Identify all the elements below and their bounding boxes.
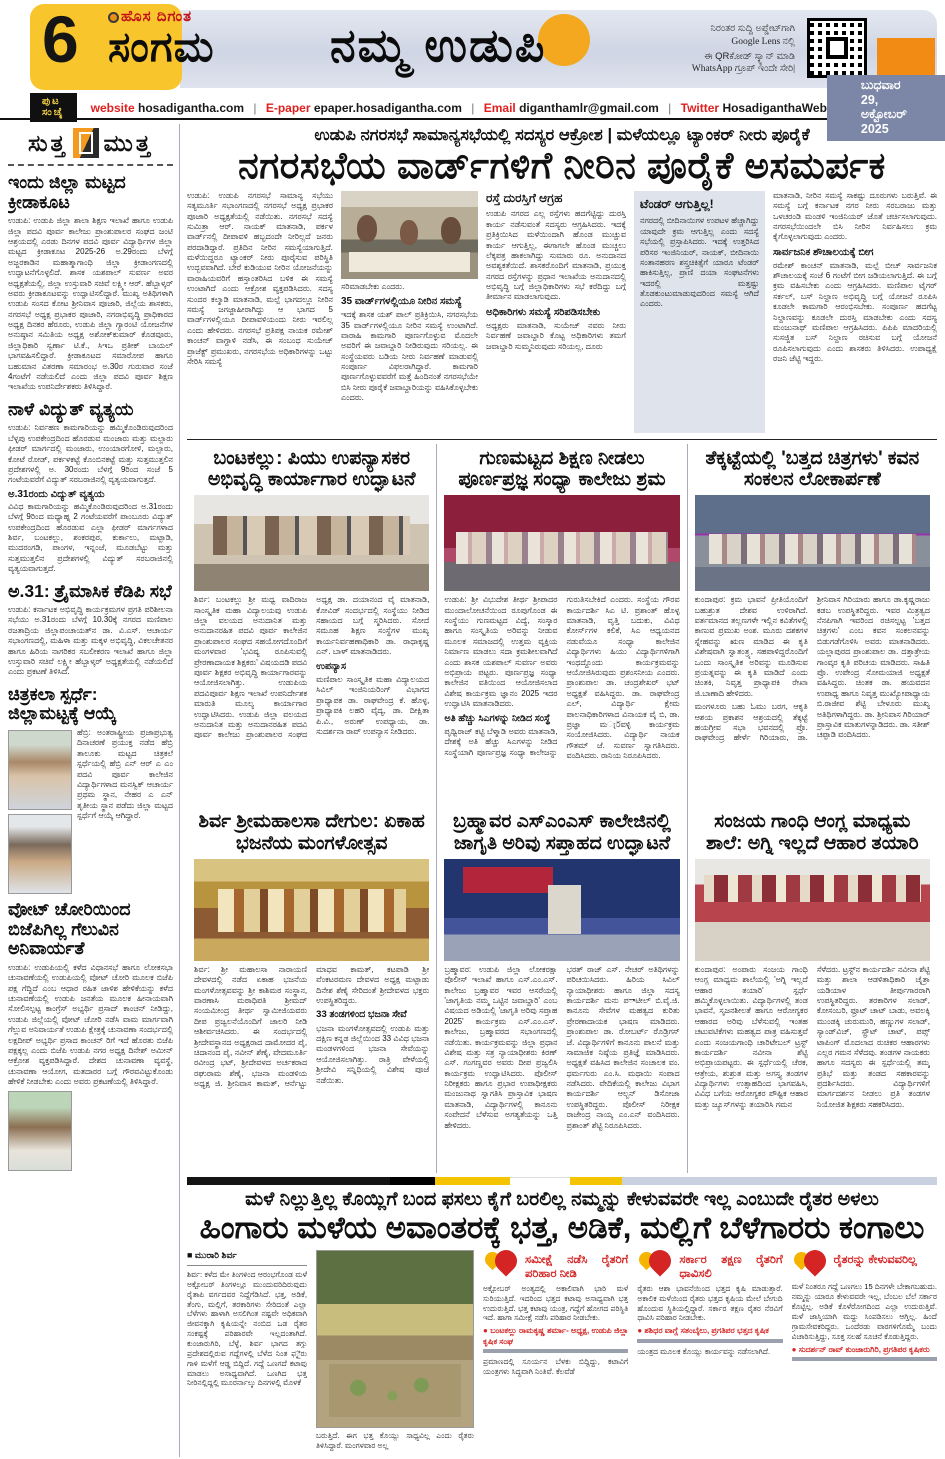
article-body: ಅಧ್ಯಕ್ಷರು ಮಾತನಾಡಿ, ಸುಯೇಜ್ ನವರು ನೀರು ನಿರ್ವಹಣೆ ಜವಾಬ್ದಾರಿ ಕೊಟ್ಟ ಅಧಿಕಾರಿಗಳು ತಮಗೆ ಜವಾಬ್ದಾರಿ ಸುಮ್ಮನಿರುವುದು ಸರಿಯಲ್ಲ, ದೂರು [486,320,626,351]
quote-icon [792,1250,937,1276]
quote-header [637,1250,782,1280]
lead-kicker: ಉಡುಪಿ ನಗರಸಭೆ ಸಾಮಾನ್ಯಸಭೆಯಲ್ಲಿ ಸದಸ್ಯರ ಆಕ್ರೋಶ | ಮಳೆಯಲ್ಲೂ ಟ್ಯಾಂಕರ್ ನೀರು ಪೂರೈಕೆ [314,126,810,144]
portrait-photos [8,730,72,898]
lead-col-4 [773,191,937,433]
epaper-label: E-paper [265,100,311,115]
article-body-columns [194,965,429,1173]
article-body: ಶಿರ್ವ: ಶ್ರೀ ಮಹಾಲಸಾ ನಾರಾಯಣಿ ದೇವಳದಲ್ಲಿ ನಡೆದ ಏಕಾಹ ಭಜನೆಯ ಮಂಗಳೋತ್ಸವವನ್ನು ಶ್ರೀ ಕಾಶಿಮಠ ಸಂಸ್ಥಾನ, ವಾರಣಾಸಿ ಮಠಾಧಿಪತಿ ಶ್ರೀಮದ್ ಸಂಯಮೀಂದ್ರ ತೀರ್ಥ ಸ್ವಾಮೀಜಿಯವರು ದೀಪ ಪ್ರಜ್ವಲನೆಯೊಂದಿಗೆ ಜಾಲರಿ ನೀಡಿ ಆಶೀರ್ವಚಿಸಿದರು. ಈ ಸಂದರ್ಭದಲ್ಲಿ ಶ್ರೀದೇವಸ್ಥಾನದ ಅಧ್ಯಕ್ಷರಾದ ದಾಮೋದರ ಪೈ, ಚಿದಾನಂದ ಪೈ, ನವೀನ್ ಶೆಣೈ, ವೇದಮೂರ್ತಿ ರವೀಂದ್ರ ಭಟ್, ಶ್ರೀದೇವಳದ ಅರ್ಚಕರಾದ ರಘುರಾಮ ಶೆಣೈ, ಭಜನಾ ಮಂಡಳಿಯ ಅಧ್ಯಕ್ಷ ಜಿ. ಶ್ರೀನಿವಾಸ ಕಾಮತ್, ಆರ್ನೆಟ್ಟು ಮಾಧವ ಕಾಮತ್, ಕಟಪಾಡಿ ಶ್ರೀ ವೆಂಕಟರಮಣ ದೇವಳದ ಅಧ್ಯಕ್ಷ ಮಟ್ಪಾಡು ದಿನೇಶ ಶೆಣೈ ಸೇರಿದಂತೆ ಶ್ರೀದೇವಳದ ಭಕ್ತರು ಉಪಸ್ಥಿತರಿದ್ದರು. [194,964,430,1089]
lead-columns [187,191,937,433]
article-sandhya-college [436,444,686,808]
section-name: ಸಂಗಮ [108,23,215,70]
article-headline: ಶಿರ್ವ ಶ್ರೀಮಹಾಲಸಾ ದೇಗುಲ: ಏಕಾಹ ಭಜನೆಯ ಮಂಗಳೋತ್ಸವ [198,811,425,854]
edition-title: ನಮ್ಮ ಉಡುಪಿ [330,19,547,71]
article-body: ವಿವಿಧ ಕಾಮಗಾರಿಯನ್ನು ಹಮ್ಮಿಕೊಂಡಿರುವುದರಿಂದ ಅ.31ರಂದು ಬೆಳಗ್ಗೆ 9ರಿಂದ ಮಧ್ಯಾಹ್ನ 2 ಗಂಟೆಯವರೆಗೆ ಪಾಂಬೂರು ವಿದ್ಯುತ್ ಉಪಕೇಂದ್ರದಿಂದ ಹೊರಡುವ ಎಲ್ಲಾ ಫೀಡರ್ ಮಾರ್ಗಗಳಾದ ಶಿರ್ವ, ಬಂಟಕಲ್ಲು, ಶಂಕರಪುರ, ಕುರ್ಕಾಲು, ಮಟ್ಪಾಡಿ, ಮುದರಂಗಡಿ, ಪಾಂಗಳ, ಇನ್ನಂಜೆ, ಮೂಡಬೆಟ್ಟು ಮತ್ತು ಸುತ್ತಮುತ್ತಲಿನ ಪ್ರದೇಶಗಳಲ್ಲಿ ವಿದ್ಯುತ್ ಸರಬರಾಜಿನಲ್ಲಿ ವ್ಯತ್ಯಯವಾಗುತ್ತದೆ. [8,501,173,574]
box-title: ಟೆಂಡರ್ ಆಗುತ್ತಿಲ್ಲ! [640,196,714,211]
article-headline: ಇಂದು ಜಿಲ್ಲಾ ಮಟ್ಟದ ಕ್ರೀಡಾಕೂಟ [8,172,126,212]
quote-attribution: ● ಶಶಿಧರ ವಾಗ್ಲೆ ಸತಂಬೈಲು, ಪ್ರಗತಿಪರ ಭತ್ತದ ಕೃಷಿಕ [637,1326,769,1336]
article-headline: ಅ.31: ತ್ರೈಮಾಸಿಕ ಕೆಡಿಪಿ ಸಭೆ [8,580,172,601]
article-subhead: ಉಪನ್ಯಾಸ [316,660,347,672]
sidebar-section-header [8,124,173,166]
article-body: ಉಡುಪಿ: ನಿರ್ವಹಣ ಕಾಮಗಾರಿಯನ್ನು ಹಮ್ಮಿಕೊಂಡಿರುವುದರಿಂದ ಬೆಳ್ಳಪು ಉಪಕೇಂದ್ರದಿಂದ ಹೊರಡುವ ಮಂಜಾರು ಮತ್ತು ಮಲ್ಪಾರು ಫೀಡರ್ ಮಾರ್ಗದಲ್ಲಿ ಮಂಜಾರು, ಉಂಯಾರಗೋಳಿ, ಮಲ್ಪಾರು, ಕೋಟೆ ರೋಡ್, ಪರ್ಕಳಕಟ್ಟೆ ಕೊಂಬಿನಕಟ್ಟೆ ಮತ್ತು ಸುತ್ತಮುತ್ತಲಿನ ಪ್ರದೇಶಗಳಲ್ಲಿ ಅ. 30ರಂದು ಬೆಳಗ್ಗೆ 9ರಿಂದ ಸಂಜೆ 5 ಗಂಟೆಯವರೆಗೆ ವಿದ್ಯುತ್ ಸರಬರಾಜಿನಲ್ಲಿ ವ್ಯತ್ಯಯವಾಗುತ್ತದೆ. [8,423,173,485]
deco-segment [622,1177,937,1185]
quote-body: ಅಕ್ಟೋಬರ್ ಅಂತ್ಯದಲ್ಲಿ ಅಕಾಲಿವಾಗಿ ಭಾರಿ ಮಳೆ ಸುರಿಯುತ್ತಿದೆ. ಇದರಿಂದ ಭತ್ತದ ಕಟಾವು ಅಸಾಧ್ಯವಾಗಿ ಭತ್ತ ಉದುರುತ್ತಿದೆ. ಭತ್ತ ಕಟಾವು ಯಂತ್ರ, ಗದ್ದೆಗೆ ಹೋಗದ ಪರಿಸ್ಥಿತಿ ಇದೆ. ಹಾಗಾ ಸಮೀಕ್ಷೆ ನಡೆಸಿ ಪರಿಹಾರ ನೀಡಬೇಕು. [483,1283,629,1323]
page-content [0,120,945,1457]
article-book-release [687,444,937,808]
article-body: ಉಡುಪಿ: ಉಡುಪಿಯಲ್ಲಿ ಕಳೆದ ವಿಧಾನಸಭೆ ಹಾಗೂ ಲೋಕಸಭಾ ಚುನಾವಣೆಯಲ್ಲಿ ಉಡುಪಿಯಲ್ಲಿ ವೋಟ್ ಚೋರಿ ಮೂಲಕ ಬಿಜೆಪಿ ಪಕ್ಷ ಗೆದ್ದಿದೆ ಎಂಬ ಆಧಾರ ರಹಿತ ಜಾಳಿಶ ಹೇಳಿಕೆಯನ್ನು ಕಳೆದ ಚುನಾವಣೆಯಲ್ಲಿ ಉಡುಪಿ ಜನತೆಯ ಮೂಲಕ ಹೀನಾಯವಾಗಿ ಸೋಲಿಸಲ್ಪಟ್ಟ ಕಾಂಗ್ರೆಸ್ ಅಭ್ಯರ್ಥಿ ಪ್ರಸಾದ್ ಕಾಂಚನ್ ನೀಡಿದ್ದು, ಉಡುಪಿ ಜಿಲ್ಲೆಯಲ್ಲಿ ವೋಟ್ ಚೋರಿ ನಡೆಸಿ ವಾಮ ಮಾರ್ಗವಾಗಿ ಗೆಲ್ಲುವ ಅನಿವಾರ್ಯತೆ ಉಡುಪಿ ಕ್ಷೇತ್ರಕ್ಕೆ ಚುನಾವಣಾ ಸಂದರ್ಭದಲ್ಲಿ ಲಕ್ಷದೀಪ್ ಅಭ್ಯರ್ಥಿ ಪ್ರಸಾದ ಕಾಂಚನ್ ರಿಗೆ ಇದೆ ಹೊರತು ಬಿಜೆಪಿ ಪಕ್ಷಕ್ಕಲ್ಲ ಎಂದು ಬಿಜೆಪಿ ಉಡುಪಿ ನಗರ ಅಧ್ಯಕ್ಷ ದಿನೇಶ್ ಅಮೀನ್ ಆಕ್ರೋಶ ವ್ಯಕ್ತಪಡಿಸಿದ್ದಾರೆ. ದೇಶದ ಚುನಾವಣಾ ವ್ಯವಸ್ಥೆ, ಚುನಾವಣಾ ಆಯೋಗ, ಮತದಾರರ ಬಗ್ಗೆ ಗೌರವವಿಟ್ಟುಕೊಂಡು ಹೇಳಿಕೆ ನೀಡಬೇಕು ಎಂದು ಅವರು ಪ್ರಕಟಣೆಯಲ್ಲಿ ತಿಳಿಸಿದ್ದಾರೆ. [8,962,173,1087]
deco-segment [187,1177,390,1185]
photo-school-food [695,859,930,961]
deco-segment [510,1177,570,1185]
article-school-food [687,807,937,1173]
lead-headline: ನಗರಸಭೆಯ ವಾರ್ಡ್‌ಗಳಿಗೆ ನೀರಿನ ಪೂರೈಕೆ ಅಸಮರ್ಪಕ [238,145,886,186]
article-subhead: ರಸ್ತೆ ದುರಸ್ತಿಗೆ ಆಗ್ರಹ [486,190,563,205]
photo-caption: ಬರುತ್ತಿದೆ. ಈಗ ಭತ್ತ ಕೊಯ್ಲು ಸಾಧ್ಯವಿಲ್ಲ ಎಂದು ರೈತರು ತಿಳಿಸಿದ್ದಾರೆ. ಮಂಗಳವಾರ ಅಲ್ಲ [316,1431,474,1451]
twitter-label: Twitter [680,100,720,115]
article-body: ಮಣಿಪಾಲ ಸಾಂಸ್ಕೃತಿಕ ಮಹಾ ವಿದ್ಯಾಲಯದ ಸಿವಿಲ್ ಇಂಜಿನಿಯರಿಂಗ್ ವಿಭಾಗದ ಪ್ರಾಧ್ಯಾಪಕ ಡಾ. ರಾಘವೇಂದ್ರ ಕೆ. ಹೊಳ್ಳ, ಪ್ರಾಧ್ಯಾಪಕಿ ಲಹರಿ ವೈದ್ಯ, ಡಾ. ದೀಕ್ಷಿತಾ ಪಿ.ವಿ., ಅರುಣ್ ಉಪಧ್ಯಾಯ, ಡಾ. ಸುದರ್ಶನಾ ರಾವ್ ಉಪನ್ಯಾಸ ನೀಡಿದರು. [316,674,430,736]
article-body-columns [695,965,930,1173]
farmer-quote-3 [792,1250,937,1457]
article-body: ರಮೇಶ್ ಕಾಂಚನ್ ಮಾತನಾಡಿ, ಮಲ್ಪೆ ಬೀಚ್ ಸಾರ್ವಜನಿಕ ಶೌಚಾಲಯಕ್ಕೆ ಸಂಜೆ 6 ಗಂಟೆಗೆ ಬೀಗ ಜಡಿಯಲಾಗುತ್ತಿದೆ. ಈ ಬಗ್ಗೆ ಕ್ರಮ ವಹಿಸಬೇಕು ಎಂದು ಆಗ್ರಹಿಸಿದರು. ಮಣಿಪಾಲ ಟೈಗರ್ ಸರ್ಕಲ್, ಬಸ್ ನಿಲ್ದಾಣ ಅಭಿವೃದ್ಧಿ ಬಗ್ಗೆ ಯೋಜನೆ ರೂಪಿಸಿ ಕೂಡಲೇ ಕಾಮಗಾರಿ ಆರಂಭಿಸಬೇಕು. ಸಂಪೂರ್ಣ ಹದಗೆಟ್ಟ ನಿಲ್ದಾಣವನ್ನು ಕೂಡಲೇ ದುರಸ್ತಿ ಮಾಡಬೇಕು ಎಂದು ಸದಸ್ಯ ಮಂಜುನಾಥ್ ಮಣಿಪಾಲ ಆಗ್ರಹಿಸಿದರು. ಪಿಪಿಪಿ ಮಾದರಿಯಲ್ಲಿ ಸುಸಜ್ಜಿತ ಬಸ್ ನಿಲ್ದಾಣ ರಚಿಸುವ ಬಗ್ಗೆ ಯೋಜನೆ ರೂಪಿಸಲಾಗುವುದು ಎಂದು ಶಾಸಕರು ತಿಳಿಸಿದರು. ಉಪಾಧ್ಯಕ್ಷೆ ರಜನಿ ಜೆಟ್ಟಿ ಇದ್ದರು. [773,260,937,364]
article-subhead: 33 ತಂಡಗಳಿಂದ ಭಜನಾ ಸೇವೆ [316,1009,407,1021]
contact-links [91,101,827,115]
lead-article [187,126,937,433]
quote-attribution: ● ಸುದರ್ಶನ್ ರಾವ್ ಕುಂಜಾರುಗಿರಿ, ಪ್ರಗತಿಪರ ಕೃಷಿಕರು [791,1344,930,1354]
quote-title: ಸರ್ಕಾರ ತಕ್ಷಣ ರೈತರಿಗೆ ಧಾವಿಸಲಿ [679,1254,783,1280]
quote-header [792,1250,937,1280]
article-temple-bhajan [187,807,436,1173]
qr-line: ಈ QRಕೋಡ್ ಸ್ಕ್ಯಾನ್ ಮಾಡಿ [704,50,795,62]
photo-temple-bhajan [194,859,429,961]
separator: | [471,100,475,115]
lead-col-3 [486,191,626,433]
farmer-quote-2 [637,1250,782,1457]
deco-segment [570,1177,623,1185]
article-headline: ನಾಳೆ ವಿದ್ಯುತ್ ವ್ಯತ್ಯಯ [8,398,134,419]
page-label: ಪುಟ ಸಂಚೈ [30,93,77,122]
article-awareness-week [436,807,686,1173]
farmer-quote-1 [483,1250,628,1457]
page-number: 6 [42,2,79,76]
box-body: ನಗರದಲ್ಲಿ ಬೀದಿನಾಯಿಗಳ ಉಪಟಳ ಹೆಚ್ಚಾಗಿದ್ದು ಯಾವುದೇ ಕ್ರಮ ಆಗುತ್ತಿಲ್ಲ ಎಂದು ಸದಸ್ಯೆ ಸಭೆಯಲ್ಲಿ ಪ್ರಸ್ತಾಪಿಸಿದರು. ಇದಕ್ಕೆ ಉತ್ತರಿಸಿದ ಪರಿಸರ ಇಂಜಿನಿಯರ್, ನಾಯಕ್, ಬೀದಿನಾಯಿ ಸಂತಾನಹರಣ ಶಸ್ತ್ರಚಿಕಿತ್ಸೆಗೆ ಯಾರೂ ಟೆಂಡರ್ ಹಾಕಿಸುತ್ತಿಲ್ಲ, ಪ್ರಾಣಿ ದಯಾ ಸಂಘಟನೆಗಳು ಇದರಲ್ಲಿ ಮತ್ತಷ್ಟು ತೊಡಕುಂಟುಮಾಡುವುದರಿಂದ ಸಮಸ್ಯೆ ಆಗಿದೆ ಎಂದರು. [640,216,759,309]
article-body: ಪ್ರಮಾಣದಲ್ಲಿ ಸೂರ್ಯನ ಬೆಳಕು ಬಿದ್ದಿದ್ದು, ಕಟಾವಿಗೆ ಯಂತ್ರಗಳು ಸಿದ್ಧವಾಗಿ ನಿಂತಿವೆ. ಕೆಲವೆಡೆ [483,1357,629,1376]
article-body: ಶಿರ್ವ: ಕಳೆದ ಮೇ ತಿಂಗಳಿಂದ ಆರಂಭಗೊಂಡ ಮಳೆ ಅಕ್ಟೋಬರ್ ತಿಂಗಳಲ್ಲೂ ಮುಂದುವರಿದಿರುವುದು ರೈತಾಪಿ ವರ್ಗದವರ ನಿದ್ದೆಗೆಡಿಸಿದೆ. ಭತ್ತ, ಅಡಿಕೆ, ತೆಂಗು, ಮಲ್ಲಿಗೆ, ತರಕಾರಿಗಳು ಸೇರಿದಂತೆ ಎಲ್ಲಾ ಬೆಳೆಗಳು ಹಾಳಾಗಿ ಅಸಲಿಗಿಂತ ನಷ್ಟವೇ ಅಧಿಕವಾಗಿ ಜೀವನಕ್ಕಾಗಿ ಕೃಷಿಯನ್ನೇ ನಂಬಿದ ಒಡ ರೈತರ ಸಂಕಷ್ಟಕ್ಕೆ ಪರಿಹಾರವೇ ಇಲ್ಲದಂತಾಗಿದೆ. ಕುಂಜಾರುಗಿರಿ, ಬೆಳ್ಳೆ, ಶಿರ್ವ ಭಾಗದ ತಗ್ಗು ಪ್ರದೇಶದಲ್ಲಿರುವ ಗದ್ದೆಗಳಲ್ಲಿ ಬೆಳೆದ ನಿಂತ ಫైರು ಗಾಳಿ ಮಳೆಗೆ ಆಡ್ಡ ಬಿದ್ದಿದೆ. ಗದ್ದೆ ಒಣಗದೆ ಕಟಾವು ಮಾಡಲು ಅಸಾಧ್ಯವಾಗಿದೆ. ಒಣಗಿದ ಭತ್ತ ನೀರಿನಲ್ಲಿದ್ದಲ್ಲಿ ಮೂರರ್ನಾಲ್ಕು ದಿನಗಳಲ್ಲಿ ಮೊಳಕೆ [187,1270,307,1388]
article-body: ಉಡುಪಿ ನಗರದ ಎಲ್ಲ ರಸ್ತೆಗಳು ಹದಗೆಟ್ಟಿದ್ದು ದುರಸ್ತಿ ಕಾರ್ಯ ನಡೆಸುವಂತೆ ಸದಸ್ಯರು ಆಗ್ರಹಿಸಿದರು. ಇದಕ್ಕೆ ಪ್ರತಿಕ್ರಿಯಿಸಿದ ಮಳೆಯಿಂದಾಗಿ ಹೊಂಡ ಮುಚ್ಚುವ ಕಾರ್ಯ ಆಗುತ್ತಿಲ್ಲ, ಈಗಾಗಲೇ ಹೊಂಡ ಮುಚ್ಚಲು ಲೆಕ್ಕಪತ್ರ ಹಾಕಲಾಗಿದ್ದು ಸುಮಾರು ರೂ. ಅನುದಾನದ ಅವಶ್ಯಕತೆಯಿದೆ. ಶಾಸಕರೊಂದಿಗೆ ಮಾತನಾಡಿ, ಪ್ರಯುಕ್ತ ನಗರದ ರಸ್ತೆಗಳನ್ನು ಪ್ರಧಾನ ಇಲಾಖೆಯ ಅನುದಾನದಲ್ಲಿ ಅಭಿವೃದ್ಧಿ ಬಗ್ಗೆ ಜಿಲ್ಲಾಧಿಕಾರಿಗಳು ಸಭೆ ಕರೆದಿದ್ದು ಬಗ್ಗೆ ತೀರ್ಮಾನ ಮಾಡಲಾಗುವುದು. [486,209,626,302]
decorative-bar [187,1177,937,1185]
bottom-headline: ಹಿಂಗಾರು ಮಳೆಯ ಅವಾಂತರಕ್ಕೆ ಭತ್ತ, ಅಡಿಕೆ, ಮಲ್ಲಿಗೆ ಬೆಳೆಗಾರರು ಕಂಗಾಲು [199,1209,925,1245]
website-link[interactable]: hosadigantha.com [138,100,245,115]
section-header-word: ಮುತ್ತ [103,129,154,156]
section-divider [187,439,937,440]
article-body: ಮಾತನಾಡಿ, ನೀರಿನ ಸಮಸ್ಯೆ ಸಾಕಷ್ಟು ದೂರುಗಳು ಬರುತ್ತಿವೆ. ಈ ಸಮಸ್ಯೆ ಬಗ್ಗೆ ಕರ್ನಾಟಕ ನಗರ ನೀರು ಸರಬರಾಜು ಮತ್ತು ಒಳಚರಂಡಿ ಮಂಡಳಿ ಇಂಜಿನಿಯರ್ ಜೊತೆ ಚರ್ಚಿಸಲಾಗುವುದು. ನಗರಸಭೆಯಿಂದಲೇ ಬಿಸಿ ನೀರಿನ ನಿರ್ವಹಿಸಲು ಕ್ರಮ ಕೈಗೊಳ್ಳಲಾಗುವುದು ಎಂದರು. [773,190,937,242]
photo-council-meeting [341,191,478,279]
article-workshop [187,444,436,808]
door-icon [73,128,99,158]
article-body: ಪೃಥ್ವಿರಾಜ್ ಕಟ್ಟಿ ಬೆಳ್ಮಾಡಿ ಅವರು ಮಾತನಾಡಿ, ದೇಶಕ್ಕೆ ಅತಿ ಹೆಚ್ಚು ಸಿಎಗಳನ್ನು ನೀಡಿದ ಸಂಸ್ಥೆಯಾಗಿ ಪೂರ್ಣಪ್ರಜ್ಞ ಸಂಧ್ಯಾ ಕಾಲೇಜನ್ನು ಗುರುತಿಸಬೇಕಿದೆ ಎಂದರು. ಸಂಸ್ಥೆಯ ಗೌರವ ಕಾರ್ಯದರ್ಶಿ ಸಿಎ ಟಿ. ಪ್ರಶಾಂತ್ ಹೊಳ್ಳ ಮಾತನಾಡಿ, ವೃತ್ತಿ ಬದುಕು, ವಿವಿಧ ಕೋರ್ಸ್‌ಗಳ ಕಲಿಕೆ, ಸಿಎ ಆಧ್ಯಯನದ ನಡುವೆಯೂ ಸಂಧ್ಯಾ ಕಾಲೇಜಿನ ವಿದ್ಯಾರ್ಥಿಗಳು ಹಿಯು ವಿದ್ಯಾರ್ಥಿಗಳಿಗಾಗಿ ಇಂಥದ್ದೊಂದು ಕಾರ್ಯಕ್ರಮವನ್ನು ಆಯೋಜಿಸಿರುವುದು ಪ್ರಶಂಸನೀಯ ಎಂದರು. ಪ್ರಾಂಶುಪಾಲ ಡಾ. ಚಂದ್ರಶೇಖರ್ ಭಟ್ ಅಧ್ಯಕ್ಷತೆ ವಹಿಸಿದ್ದರು. ಡಾ. ರಾಘವೇಂದ್ರ ಎಲ್, ವಿದ್ಯಾರ್ಥಿ ಕ್ಷೇಮ ಪಾಲನಾಧಿಕಾರಿಗಳಾದ ವಿನಾಯಕ ವೈ ಬಿ, ಡಾ. ಪ್ರಜ್ಞಾ ಮැර්ವಳ್ಳಿ ಕಾರ್ಯಕ್ರಮ ಸಂಯೋಜಿಸಿದರು. ವಿದ್ಯಾರ್ಥಿ ನಾಯಕ ಗೌತಮ್ ಜೆ. ಸುವರ್ಣ ಸ್ವಾಗತಿಸಿದರು. ವಂದಿಸಿದರು. ರಾನಿಯ ನಿರೂಪಿಸಿದರು. [444,595,680,761]
article-row-3 [187,807,937,1173]
bottom-intro-column [187,1250,307,1457]
qr-line: WhatsApp ಗ್ರೂಪ್ ಇಂದೇ ಸೇರಿ| [691,64,795,75]
masthead [0,0,945,97]
deco-segment [435,1177,510,1185]
article-body: ಉಡುಪಿ: ಉಡುಪಿ ಜಿಲ್ಲಾ ಶಾಲಾ ಶಿಕ್ಷಣ ಇಲಾಖೆ ಹಾಗೂ ಉಡುಪಿ ಜಿಲ್ಲಾ ಪದವಿ ಪೂರ್ವ ಕಾಲೇಜು ಪ್ರಾಂಶುಪಾಲರ ಸಂಘದ ಜಂಟಿ ಆಶ್ರಯದಲ್ಲಿ ಎರಡು ದಿನಗಳ ಪದವಿ ಪೂರ್ವ ವಿದ್ಯಾರ್ಥಿಗಳ ಜಿಲ್ಲಾ ಮಟ್ಟದ ಕ್ರೀಡಾಕೂಟ 2025-26 ಅ.29ರಂದು ಬೆಳಗ್ಗೆ ಅಜ್ಜರಕಾಡಿನ ಮಹಾತ್ಮಾಗಾಂಧಿ ಜಿಲ್ಲಾ ಕ್ರೀಡಾಂಗಣದಲ್ಲಿ ಉದ್ಘಾಟನೆಗೊಳ್ಳಲಿದೆ. ಶಾಸಕ ಯಶಪಾಲ್ ಸುವರ್ಣ ಅವರ ಅಧ್ಯಕ್ಷತೆಯಲ್ಲಿ, ಜಿಲ್ಲಾ ಉಸ್ತುವಾರಿ ಸಚಿವೆ ಲಕ್ಷ್ಮೀ ಆರ್. ಹೆಬ್ಬಾಳ್ಕರ್ ಅವರು ಕ್ರೀಡಾಕೂಟವನ್ನು ಉದ್ಘಾಟಿಸಲಿದ್ದಾರೆ. ಮುಖ್ಯ ಅತಿಥಿಗಳಾಗಿ ಉಡುಪಿ ಸಂಸದ ಕೋಟ ಶ್ರೀನಿವಾಸ ಪೂಜಾರಿ, ಜಿಲ್ಲೆಯ ಶಾಸಕರು, ನಗರಸಭೆ ಅಧ್ಯಕ್ಷ ಪ್ರಭಾಕರ ಪೂಜಾರಿ, ನಗರಾಭಿವೃದ್ಧಿ ಪ್ರಾಧಿಕಾರದ ಅಧ್ಯಕ್ಷ ದಿನಕರ ಹೆರೂರು, ಉಡುಪಿ ಜಿಲ್ಲಾ ಗ್ಯಾರಂಟಿ ಯೋಜನೆಗಳ ಅನುಷ್ಠಾನ ಸಮಿತಿಯ ಅಧ್ಯಕ್ಷ ಅಶೋಕ್‌ಕುಮಾರ್ ಕೊಡವೂರು, ಜಿಲ್ಲಾಧಿಕಾರಿ ಸ್ವರ್ಣಾ ಟಿ.ಕೆ., ಸಿಇಒ ಪ್ರತೀಕ್ ಬಾಯಲ್ ಭಾಗವಹಿಸಲಿದ್ದಾರೆ. ಕ್ರೀಡಾಕೂಟದ ಸಮಾರೋಪ ಹಾಗೂ ಬಹುಮಾನ ವಿತರಣಾ ಸಮಾರಂಭ ಅ.30ರ ಗುರುವಾರ ಸಂಜೆ 4ಗಂಟೆಗೆ ನಡೆಯಲಿದೆ ಎಂದು ಜಿಲ್ಲಾ ಪದವಿ ಪೂರ್ವ ಶಿಕ್ಷಣ ಇಲಾಖೆಯ ಉಪನಿರ್ದೇಶಕರು ತಿಳಿಸಿದ್ದಾರೆ. [8,216,173,392]
separator: | [253,100,257,115]
article-body: ಮಂಗಳೂರು ಬಹು ಓಮು ಬರಗ, ಆಕೃತಿ ಆಶಯ ಪ್ರಕಾಶನ ಆಶ್ರಯದಲ್ಲಿ ತೆಕ್ಕಟ್ಟೆ ಹಯಗ್ರೀವ ಸಭಾ ಭವನದಲ್ಲಿ ಪ್ರೊ. ರಾಘವೇಂದ್ರ ಹೇರ್ಳೆ ಗಿರಿಯಾರು, ಡಾ. ಶ್ರೀನಿವಾಸ ಗಿರಿಯಾರು ಹಾಗೂ ಡಾ.ಕೃಷ್ಣರಾಜು ಕಡಬ ಉಪಸ್ಥಿತರಿದ್ದರು. ಇವರ ಮಿತ್ರತ್ವದ ನೆನಪಿಗಾಗಿ ಇವರಿಂದ ರಚಿಸಲ್ಪಟ್ಟ 'ಬತ್ತದ ಚಿತ್ರಗಳು' ಎಂಬ ಕವನ ಸಂಕಲನವನ್ನು ಬಿಡುಗಡೆಗೊಳಿಸಿ ಅವರು ಮಾತನಾಡಿದರು. ಯಲ್ಲಾಪುರದ ಪ್ರಾಂಶುಪಾಲ ಡಾ. ದತ್ತಾತ್ರೇಯ ಗಾಂವ್ಕರ ಕೃತಿ ಪರಿಚಯ ಮಾಡಿದರು. ಸಾಹಿತಿ ಪ್ರೊ. ಉಪೇಂದ್ರ ಸೋಮಯಾಜಿ ಅಧ್ಯಕ್ಷತೆ ವಹಿಸಿದ್ದರು. ಚಿಂತಕ ಡಾ. ಹಯವದನ ಉಪಾಧ್ಯ ಹಾಗೂ ನಿವೃತ್ತ ಮುಖ್ಯೋಪಾಧ್ಯಾಯ ಬಿ.ರಾಜೀವ ಶೆಟ್ಟಿ ಬೇಳೂರು ಮುಖ್ಯ ಅತಿಥಿಗಳಾಗಿದ್ದರು. ಡಾ. ಶ್ರೀನಿವಾಸ ಗಿರಿಯಾರ್ ಪ್ರಾಸ್ತಾವಿಕ ಮಾತುಗಳನ್ನಾಡಿದರು. ಡಾ. ಸತೀಶ್ ಚಪ್ಪಾಡಿ ವಂದಿಸಿದರು. [694,595,930,743]
photo-workshop-inauguration [194,495,429,591]
article-row-2 [187,444,937,808]
quote-divider [483,1349,628,1353]
article-body: ಹೆಬ್ರಿ: ಅಂತರಾಷ್ಟ್ರೀಯ ಪ್ರಜಾಪ್ರಭುತ್ವ ದಿನಾಚರಣೆ ಪ್ರಯುಕ್ತ ನಡೆದ ಹೆಬ್ರಿ ತಾಲೂಕು ಮಟ್ಟದ ಚಿತ್ರಕಲೆ ಸ್ಪರ್ಧೆಯಲ್ಲಿ ಹೆಬ್ರಿ ಎನ್ ಆರ್ ಎ ಎಂ ಪದವಿ ಪೂರ್ವ ಕಾಲೇಜಿನ ವಿದ್ಯಾರ್ಥಿಗಳಾದ ಮನಸ್ವಿಕ್ ಆಚಾರ್ಯ ಪ್ರಥಮ ಸ್ಥಾನ, ನೇಹರ ಎ ಎನ್ ತೃತೀಯ ಸ್ಥಾನ ಪಡೆದು ಜಿಲ್ಲಾ ಮಟ್ಟದ ಸ್ಪರ್ಧೆಗೆ ಆಯ್ಕೆ ಆಗಿದ್ದಾರೆ. [77,728,173,821]
article-subhead: ಸಾರ್ವಜನಿಕ ಶೌಚಾಲಯಕ್ಕೆ ಬೀಗ [773,246,874,258]
section-header-word: ಸುತ್ತ [27,129,68,156]
article-body: ಉಡುಪಿ: ಕರ್ನಾಟಕ ಅಭಿವೃದ್ಧಿ ಕಾರ್ಯಕ್ರಮಗಳ ಪ್ರಗತಿ ಪರಿಶೀಲನಾ ಸಭೆಯು ಅ.31ರಂದು ಬೆಳಗ್ಗೆ 10.30ಕ್ಕೆ ನಗರದ ಮಣಿಪಾಲ ರಜತಾದ್ರಿಯ ಜಿಲ್ಲಾಪಂಚಾಯತ್‌ನ ಡಾ. ವಿ.ಎಸ್. ಆಚಾರ್ಯ ಸಭಾಂಗಣದಲ್ಲಿ, ಮಹಿಳಾ ಮತ್ತು ಮಕ್ಕಳ ಅಭಿವೃದ್ಧಿ, ವಿಕಲಚೇತನರ ಹಾಗೂ ಹಿರಿಯ ನಾಗರಿಕರ ಸಬಲೀಕರಣ ಇಲಾಖೆ ಹಾಗೂ ಜಿಲ್ಲಾ ಉಸ್ತುವಾರಿ ಸಚಿವೆ ಲಕ್ಷ್ಮೀ ಹೆಬ್ಬಾಳ್ಕರ್ ಅಧ್ಯಕ್ಷತೆಯಲ್ಲಿ ನಡೆಯಲಿದೆ ಎಂದು ಪ್ರಕಟಣೆ ತಿಳಿಸಿದೆ. [8,605,173,677]
sidebar-column [8,124,180,1457]
article-body-columns [444,965,679,1173]
byline: ■ ಮುರಾರಿ ಶಿರ್ವ [187,1250,237,1261]
quote-title: ಸಮೀಕ್ಷೆ ನಡೆಸಿ ರೈತರಿಗೆ ಪರಿಹಾರ ನೀಡಿ [525,1254,629,1280]
article-body: ಸರಿಮಾಡಬೇಕು ಎಂದರು. [341,281,405,291]
twitter-link[interactable]: HosadiganthaWeb [722,100,827,115]
article-body-columns [695,595,930,807]
article-subhead: ಅಧಿಕಾರಿಗಳು ಸಮಸ್ಯೆ ಸರಿಪಡಿಸಬೇಕು [486,306,601,318]
website-label: website [90,100,135,115]
photo-book-release [695,495,930,591]
bottom-photo-column [316,1250,474,1457]
brand-name: ಹೊಸ ದಿಗಂತ [108,8,215,25]
quote-icon [483,1250,628,1276]
bottom-article [187,1189,937,1457]
quote-icon [637,1250,782,1276]
sidebar-article-kdp-meeting [8,582,173,678]
qr-instructions [580,22,795,77]
qr-code [807,18,867,78]
article-body: ಉಡುಪಿ: ಉಡುಪಿ ನಗರಸಭೆ ಸಾಮಾನ್ಯ ಸಭೆಯು ಸತ್ಯಮೂರ್ತಿ ಸಭಾಂಗಣದಲ್ಲಿ ನಗರಸಭೆ ಅಧ್ಯಕ್ಷ ಪ್ರಭಾಕರ ಪೂಜಾರಿ ಅಧ್ಯಕ್ಷತೆಯಲ್ಲಿ ನಡೆಯಿತು. ನಗರಸಭೆ ಸದಸ್ಯೆ ಸುಮಿತ್ರಾ ಆರ್. ನಾಯಕ್ ಮಾತನಾಡಿ, ಪರ್ಕಳ ವಾರ್ಡ್‌ನಲ್ಲಿ ದೀಪಾವಳಿ ಹಬ್ಬದಂದೇ ನೀರಿಲ್ಲದೆ ಜನರು ಪರದಾಡಿದ್ದಾರೆ. ಪ್ರತಿದಿನ ನೀರಿನ ಸಮಸ್ಯೆಯಾಗುತ್ತಿದೆ. ಮಳೆಯಿದ್ದರೂ ಟ್ಯಾಂಕರ್ ನೀರು ಪೂರೈಸುವ ಪರಿಸ್ಥಿತಿ ಉದ್ಭವವಾಗಿದೆ. ಬೇರೆ ಕುಡಿಯುವ ನೀರಿನ ಯೋಜನೆಯನ್ನು ವಾರಾಹಿಯವರಿಗೆ ಹಸ್ತಾಂತರಿಸಿದ ಬಳಿಕ ಈ ಸಮಸ್ಯೆ ಉಂಟಾಗಿದೆ ಎಂದು ಆಕ್ರೋಶ ವ್ಯಕ್ತಪಡಿಸಿದರು. ಸದಸ್ಯ ಸುಂದರ ಕಲ್ಮಾಡಿ ಮಾತನಾಡಿ, ಮಲ್ಪೆ ಭಾಗದಲ್ಲೂ ನೀರಿನ ಸಮಸ್ಯೆ ಜಗಜ್ಜಾಹೀರಾಗಿದ್ದು ಆ ಭಾಗದ 5 ವಾರ್ಡ್‌ಗಳಲ್ಲಿಯೂ ದೀಪಾವಳಿಯಂದು ನೀರು ಇರಲಿಲ್ಲ ಎಂದು ಹೇಳಿದರು. ನಗರಸಭೆ ಪ್ರತಿಪಕ್ಷ ನಾಯಕ ರಮೇಶ್ ಕಾಂಚನ್ ವಾಗ್ದಾಳಿ ನಡೆಸಿ, ಈ ಸಂಬಂಧ ಸುಯೇಜ್ ಪ್ರಾಜೆಕ್ಟ್ ಪ್ರಮುಖರು, ನಗರಸಭೆಯ ಅಧಿಕಾರಿಗಳನ್ನು ಒಟ್ಟು ಸೇರಿಸಿ ಸಮಸ್ಯೆ [187,190,333,366]
epaper-link[interactable]: epaper.hosadigantha.com [313,100,462,115]
article-body: ಭರತ್ ರಾಜ್ ಎಸ್. ನೇಚರ್ ಅತಿಥಿಗಳನ್ನು ಪರಿಚಯಿಸಿದರು. ಹಿರಿಯ ಸಿವಿಲ್ ನ್ಯಾಯಾಧೀಶರು ಹಾಗೂ ಜಿಲ್ಲಾ ಸದಸ್ಯ ಕಾರ್ಯದರ್ಶಿ ಮನು ಪాಟೀಲ್ ಬಿ.ವೈ.ಜಿ. ಕಾನೂನು ಸೇವೆಗಳ ಮಹತ್ವದ ಕುರಿತು ಪ್ರೇರಣಾದಾಯಕ ಭಾಷಣ ಮಾಡಿದರು. ಪ್ರಾಂಶುಪಾಲ ಡಾ. ರೋಬರ್ಟ್ ರೊಡ್ರಿಗಸ್ ಜೆ. ವಿದ್ಯಾರ್ಥಿಗಳಿಗೆ ಕಾನೂನು ಪಾಲನೆ ಮತ್ತು ಸಾಮಾಜಿಕ ನಿಷ್ಠೆಯ ಪ್ರತಿಜ್ಞೆ ಮಾಡಿಸಿದರು. ಅಧ್ಯಕ್ಷತೆ ವಹಿಸಿದ ಕಾಲೇಜಿನ ಸಂಚಾಲಕ ವಂ. ಧರ್ಮಗುರು ಎಂ.ಸಿ. ಮಥಾಯಿ ಸಂಪಾದ ನಡೆಸಿದರು. ವೇದಿಕೆಯಲ್ಲಿ ಕಾಲೇಜು ವಿಭಾಗ ಕಾರ್ಯದರ್ಶಿ ಆಲ್ಬನ್ ಡಿಸೋಜಾ ಉಪಸ್ಥಿತರಿದ್ದರು. ಪೊಲೀಸ್ ನಿರೀಕ್ಷಕ ರಾಜೇಂದ್ರ ನಾಯ್ಕ ಎಂ.ಎನ್ ವಂದಿಸಿದರು. ಪ್ರಶಾಂತ್ ಶೆಟ್ಟಿ ನಿರೂಪಿಸಿದರು. [566,964,680,1130]
article-body: ಕುಂದಾಪುರ: ಅಂಪಾರು ಸಂಜಯ ಗಾಂಧಿ ಆಂಗ್ಲ ಮಾಧ್ಯಮ ಶಾಲೆಯಲ್ಲಿ 'ಅಗ್ನಿ ಇಲ್ಲದೆ ಆಹಾರ ತಯಾರಿ' ಸ್ಪರ್ಧೆ ಹಮ್ಮಿಕೊಳ್ಳಲಾಯಿತು. ವಿದ್ಯಾರ್ಥಿಗಳಲ್ಲಿ ತಂಡ ಭಾವನೆ, ಸೃಜನಶೀಲತೆ ಹಾಗೂ ಆರೋಗ್ಯಕರ ಆಹಾರದ ಅರಿವು ಬೆಳೆಸುವಲ್ಲಿ ಇಂತಹ ಚಟುವಟಿಕೆಗಳು ಮಹತ್ವದ ಪಾತ್ರ ವಹಿಸುತ್ತವೆ ಎಂದು ಸಂಜಯಗಾಂಧಿ ಚಾರಿಟೇಬಲ್ ಟ್ರಸ್ಟ್ ಕಾರ್ಯದರ್ಶಿ ನವೀನಾ ಶೆಟ್ಟಿ ಅಭಿಪ್ರಾಯಪಟ್ಟರು. ಈ ಸ್ಪರ್ಧೆಯಲ್ಲಿ ಚೆರಕ, ಆತ್ರೇಯ, ಶುಶ್ರುತ ಮತ್ತು ಅಗಸ್ತ್ಯ ತಂಡಗಳ ವಿದ್ಯಾರ್ಥಿಗಳು ಉತ್ಸಾಹದಿಂದ ಭಾಗವಹಿಸಿ, ವಿವಿಧ ಬಗೆಯ ಆರೋಗ್ಯಕರ ಪೌಷ್ಟಿಕ ಆಹಾರ ಮತ್ತು ಜ್ಯೂಸ್‌ಗಳನ್ನು ತಯಾರಿಸಿ ಗಮನ [694,964,808,1109]
lead-col-2 [341,191,478,433]
photo-portrait-girl [8,730,72,810]
quote-title: ರೈತರನ್ನು ಕೇಳುವವರಿಲ್ಲ [833,1254,917,1267]
lead-col-1 [187,191,333,433]
photo-awareness-week [444,859,679,961]
qr-line: ನಿರಂತರ ಸುದ್ದಿ ಅಪ್ಡೇಟ್‌ಗಾಗಿ [710,23,795,34]
article-headline: ಗುಣಮಟ್ಟದ ಶಿಕ್ಷಣ ನೀಡಲು ಪೂರ್ಣಪ್ರಜ್ಞ ಸಂಧ್ಯಾ ಕಾಲೇಜು ಶ್ರಮ [458,447,666,490]
article-body: ಕುಂದಾಪುರ: ಕ್ರಮ ಭಾವನೆ ಪ್ರೀತಿಯೊಂದಿಗೆ ಬಹುಶ್ರುತ ದೇಶವ ಉಳಿರಾಗಿದೆ. ವರ್ತಮಾನದ ತಲ್ಲಣಗಳೇ ಇಲ್ಲಿನ ಕವಿತೆಗಳಲ್ಲಿ ಕಾಣುವ ಪ್ರಮುಖ ಅಂಶ. ಮೂರು ದಶಕಗಳ ಸ್ನೇಹವನ್ನು ಋಣ ಮಾಡಿದ ಈ ಕೃತಿ ವಿಶೇಷವಾಗಿ ಸ್ವಾತಂತ್ರ್ಯ, ಸಹಪಾಳಿದ್ದರೊಂದಿಗೆ ಒಂದು ಸಾಂಸ್ಕೃತಿಕ ಅರಿವನ್ನು ಮೂಡಿಸುವ ಪ್ರಯತ್ನವನ್ನು ಈ ಕೃತಿ ಮಾಡಿದೆ ಎಂದು ಚಿಂತಕಿ, ನಿವೃತ್ತ ಪ್ರಾಧ್ಯಾಪಕಿ ರೇಖಾ ಜಿ.ಬಾಣಾದಿ ಹೇಳಿದರು. [694,595,808,698]
photo-portrait-boy [8,814,72,894]
quote-divider [637,1339,782,1343]
article-headline: ತೆಕ್ಕಟ್ಟೆಯಲ್ಲಿ 'ಬತ್ತದ ಚಿತ್ರಗಳು' ಕವನ ಸಂಕಲನ ಲೋಕಾರ್ಪಣೆ [705,447,920,490]
article-body: ಉಡುಪಿ: ಶ್ರೀ ವಿಭುದೇಶ ತೀರ್ಥ ಶ್ರೀಪಾದರ ಮುಂದಾಲೋಚನೆಯಿಂದ ರೂಪುಗೊಂಡ ಈ ಸಂಸ್ಥೆಯು ಗುಣಮಟ್ಟದ ವಿದ್ಯೆ, ಸಂಸ್ಕಾರ ಹಾಗೂ ಸಂಸ್ಕೃತಿಯ ಅರಿವನ್ನು ನೀಡುವ ಮೂಲಕ ಸಮಾಜದಲ್ಲಿ ಉತ್ತಮ ವ್ಯಕ್ತಿಯ ನಿರ್ಮಾಣ ಮಾಡಲು ಸದಾ ಕ್ರಮಶೀಲವಾಗಿದೆ ಎಂದು ಶಾಸಕ ಯಶಪಾಲ್ ಸುವರ್ಣ ಅವರು ಅಭಿಪ್ರಾಯ ಪಟ್ಟರು. ಪೂರ್ಣಪ್ರಜ್ಞ ಸಂಧ್ಯಾ ಕಾಲೇಜಿನ ವತಿಯಿಂದ ಆಯೋಜಿಸಲಾದ ವಿಶೇಷ ಕಾರ್ಯಕ್ರಮ ಜ್ಞಾನಂ 2025 ಇದರ ಉದ್ಘಾಟಿಸಿ ಮಾತನಾಡಿದರು. [444,595,558,709]
main-column [180,124,937,1457]
article-headline: ಬ್ರಹ್ಮಾವರ ಎಸ್‌ಎಂಎಸ್ ಕಾಲೇಜಿನಲ್ಲಿ ಜಾಗೃತಿ ಅರಿವು ಸಪ್ತಾಹದ ಉದ್ಘಾಟನೆ [453,811,671,854]
sidebar-article-art-contest [8,685,173,822]
photo-flooded-paddy-field [316,1250,474,1428]
lead-gray-box [634,191,765,433]
article-body-columns [444,595,679,807]
byline-rule [187,1265,307,1266]
quote-body: ಮಳೆ ನಿಂತರೂ ಗದ್ದೆ ಒಣಗಲು 15 ದಿನಗಳೇ ಬೇಕಾಗಬಹುದು. ನಮ್ಮನ್ನು ಯಾರೂ ಕೇಳುವವರೇ ಇಲ್ಲ, ಬೆಂಬಲ ಬೆಲೆ ಸರ್ಕಾರ ಕೊಟ್ಟಿಲ್ಲ. ಅಡಿಕೆ ಕೊಳೆರೋಗದಿಂದ ಎಲ್ಲಾ ಉದುರುತ್ತಿವೆ. ಮಳೆ ಜಾಸ್ತಿಯಾಗಿ ಮದ್ದು ಸಿಂಪಡಿಸಲು ಆಗ್ತಿಲ್ಲ. ಹಿಂದೆ ಗ್ರಾಮಸೇವಕರಿದ್ದರು. ಒಂದೆರಡು ವಾರಗಳಿಗೊಮ್ಮೆ ಬಂದು ವಿಚಾರಿಸುತ್ತಿದ್ದು, ಸೂಕ್ತ ಸಲಹೆ ಸೂಚನೆ ಕೊಡುತ್ತಿದ್ದರು. [791,1282,937,1341]
quote-body: ರೈತರು ಆಶಾ ಭಾವನೆಯಿಂದ ಭತ್ತದ ಕೃಷಿ ಮಾಡುತ್ತಾರೆ. ಅಕಾಲಿಕ ಮಳೆಯಿಂದ ರೈತರು ಭತ್ತದ ಕೃಷಿಯ ಮೇಲೆ ಬೇಗುದಿ ಹೊಂದುವ ಸ್ಥಿತಿಯಲ್ಲಿದ್ದಾರೆ. ಸರ್ಕಾರ ತಕ್ಷಣ ರೈತರ ನೆರವಿಗೆ ಧಾವಿಸಿ ಪರಿಹಾರ ನೀಡಬೇಕು. [637,1283,783,1323]
qr-line: Google Lens ನಲ್ಲಿ [731,36,795,47]
article-body: ಭಜನಾ ಮಂಗಳೋತ್ಸವದಲ್ಲಿ ಉಡುಪಿ ಮತ್ತು ದಕ್ಷಿಣ ಕನ್ನಡ ಜಿಲ್ಲೆಯಿಂದ 33 ವಿವಿಧ ಭಜನಾ ಮಂಡಳಗಳಿಂದ ಭಜನಾ ಸೇವೆಯನ್ನು ಆಯೋಜಿಸಲಾಗಿತ್ತು. ರಾತ್ರಿ ವೇಳೆಯಲ್ಲಿ ಶ್ರೀದೇವಿ ಸನ್ನಿಧಿಯಲ್ಲಿ ವಿಶೇಷ ಪೂಜೆ ನಡೆಯಿತು. [316,1023,430,1085]
sidebar-article-sports [8,173,173,393]
sidebar-article-power [8,400,173,575]
article-body-columns [194,595,429,807]
article-subhead: 35 ವಾರ್ಡ್‌ಗಳಲ್ಲಿಯೂ ನೀರಿನ ಸಮಸ್ಯೆ [341,296,462,308]
email-label: Email [483,100,516,115]
brand-logo [108,8,215,69]
article-headline: ವೋಟ್ ಚೋರಿಯಿಂದ ಬಿಜೆಪಿಗಿಲ್ಲ ಗೆಲುವಿನ ಅನಿವಾರ್ಯತೆ [8,899,131,959]
article-headline: ಚಿತ್ರಕಲಾ ಸ್ಪರ್ಧೆ: ಜಿಲ್ಲಾಮಟ್ಟಕ್ಕೆ ಆಯ್ಕೆ [8,683,117,724]
photo-portrait-man [8,1091,72,1171]
quote-header [483,1250,628,1280]
sidebar-article-vote [8,900,173,1171]
date-box: ಬುಧವಾರ 29, ಅಕ್ಟೋಬರ್ 2025 [827,75,945,141]
email-link[interactable]: diganthamlr@gmail.com [519,100,659,115]
article-body: ಸೆಳೆದರು. ಟ್ರಸ್ಟ್‌ನ ಕಾರ್ಯದರ್ಶಿ ನವೀನಾ ಶೆಟ್ಟಿ ಮತ್ತು ಶಾಲಾ ಆಡಳಿತಾಧಿಕಾರಿ ಚೈತ್ರಾ ಯಡಿಯಾಳ ತೀರ್ಪುಗಾರರಾಗಿ ಉಪಸ್ಥಿತರಿದ್ದರು. ತರಕಾರಿಗಳ ಸಲಾಡ್, ಕೋಸಂಬರಿ, ಫ್ರೂಟ್ ಚಾಟ್ ಬಾಡು, ಅವಲಕ್ಕಿ ಮುಂಡಕ್ಕಿ ಚುರುಮುರಿ, ಹಣ್ಣುಗಳ ಸಲಾಡ್, ಸ್ಯಾಂಡ್‌ವಿಚ್, ಸ್ಪ್ರೌಟ್ ಚಾಟ್, ಪಪ್ಸ್ ಟಾಪಿಂಗ್ ಮೊದಲಾದ ರುಚಿಕರ ಆಹಾರಗಳು ಎಲ್ಲರ ಗಮನ ಸೆಳೆದವು. ತಂಡಗಳ ನಾಯಕರು ಹಾಗೂ ಸದಸ್ಯರು ಈ ಸ್ಪರ್ಧೆಯಲ್ಲಿ ತಮ್ಮ ಪ್ರತಿಭೆ ಮತ್ತು ತಂಡದ ಸಹಕಾರವನ್ನು ಪ್ರದರ್ಶಿಸಿದರು. ವಿದ್ಯಾರ್ಥಿಗಳಿಗೆ ಮಾರ್ಗದರ್ಶನ ನೀಡಲು ಪ್ರತಿ ತಂಡಗಳ ನಿಯೋಜಿತ ಶಿಕ್ಷಕರು ಸಹಕರಿಸಿದರು. [816,964,930,1109]
article-body: ಶಿರ್ವ: ಬಂಟಕಲ್ಲು ಶ್ರೀ ಮಧ್ವ ವಾದಿರಾಜ ಸಾಂಸ್ಕೃತಿಕ ಮಹಾ ವಿದ್ಯಾಲಯವು ಉಡುಪಿ ಜಿಲ್ಲಾ ವಲಯದ ಅನುದಾನಿತ ಮತ್ತು ಅನುದಾನರಹಿತ ಪದವಿ ಪೂರ್ವ ಕಾಲೇಜಿನ ಪ್ರಾಂಶುಪಾಲರ ಸಂಘದ ಸಹಯೋಗದೊಂದಿಗೆ ಮಂಗಳವಾರ 'ಭವಿಷ್ಯ ರೂಪಿಸುವಲ್ಲಿ ಪ್ರೇರಣಾದಾಯಕ ಶಿಕ್ಷಕರು' ವಿಷಯದಡಿ ಪದವಿ ಪೂರ್ವ ಶಿಕ್ಷಕರ ಅಭಿವೃದ್ಧಿ ಕಾರ್ಯಾಗಾರವನ್ನು ಆಯೋಜಿಸಲಾಗಿತ್ತು. ಉಡುಪಿಯ ಪದವಿಪೂರ್ವ ಶಿಕ್ಷಣ ಇಲಾಖೆ ಉಪನಿರ್ದೇಶಕ ಮಾರುತಿ ಮೂಲ್ಯ ಕಾರ್ಯಾಗಾರ ಉದ್ಘಾಟಿಸಿದರು. ಉಡುಪಿ ಜಿಲ್ಲಾ ವಲಯದ ಅನುದಾನಿತ ಮತ್ತು ಅನುದಾನರಹಿತ ಪದವಿ ಪೂರ್ವ ಕಾಲೇಜು ಪ್ರಾಂಶುಪಾಲರ ಸಂಘದ ಅಧ್ಯಕ್ಷ ಡಾ. ದಯಾನಂದ ವೈ ಮಾತನಾಡಿ, ಕೋವಿಡ್ ಸಂದರ್ಭದಲ್ಲಿ ಸಂಸ್ಥೆಯು ನೀಡಿದ ಸಹಾಯದ ಬಗ್ಗೆ ಸ್ಮರಿಸಿದರು. ಸೋದೆ ಸಮೂಹ ಶಿಕ್ಷಣ ಸಂಸ್ಥೆಗಳ ಮುಖ್ಯ ಕಾರ್ಯನಿರ್ವಹಣಾಧಿಕಾರಿ ಡಾ. ರಾಧಾಕೃಷ್ಣ ಎನ್. ಬಾಳ್ ಮಾತನಾಡಿದರು. [194,595,430,740]
brand-dot-icon [108,12,119,23]
article-headline: ಸಂಜಯ ಗಾಂಧಿ ಆಂಗ್ಲ ಮಾಧ್ಯಮ ಶಾಲೆ: ಅಗ್ನಿ ಇಲ್ಲದೆ ಆಹಾರ ತಯಾರಿ [705,811,919,854]
article-body: ಯಂತ್ರದ ಮೂಲಕ ಕೊಯ್ಲು ಕಾರ್ಯವನ್ನು ನಡೆಸಲಾಗಿದೆ. [637,1346,771,1356]
article-subhead: ಅ.31ರಂದು ವಿದ್ಯುತ್ ವ್ಯತ್ಯಯ [8,488,105,500]
article-body: ಬ್ರಹ್ಮಾವರ: ಉಡುಪಿ ಜಿಲ್ಲಾ ಲೋಕರಕ್ಷಾ ಪೊಲೀಸ್ ಇಲಾಖೆ ಹಾಗೂ ಎಸ್.ಎಂ.ಎಸ್. ಕಾಲೇಜು ಬ್ರಹ್ಮಾವರ ಇವರ ಆಸರೆಯಲ್ಲಿ 'ಜಾಗೃತಿಯ ನಮ್ಮ ಒಟ್ಟಿನ ಜವಾಬ್ದಾರಿ' ಎಂಬ ವಿಷಯದ ಅಡಿಯಲ್ಲಿ 'ಜಾಗೃತಿ ಅರಿವು ಸಪ್ತಾಹ 2025' ಕಾರ್ಯಕ್ರಮ ಎಸ್.ಎಂ.ಎಸ್. ಕಾಲೇಜು, ಬ್ರಹ್ಮಾವರದ ಸಭಾಂಗಣದಲ್ಲಿ ನಡೆಯಿತು. ಕಾರ್ಯಕ್ರಮವನ್ನು ಜಿಲ್ಲಾ ಪ್ರಧಾನ ವಿಶೇಷ ಮತ್ತು ಸತ್ರ ನ್ಯಾಯಾಧೀಶರು ಕಿರಣ್ ಎಸ್. ಗಂಗಣ್ಣವರ ಅವರು ದೀಪ ಪ್ರಜ್ವಲಿಸಿ ಕಾರ್ಯಕ್ರಮ ಉದ್ಘಾಟಿಸಿದರು. ಪೊಲೀಸ್ ನಿರೀಕ್ಷಕರು ಹಾಗೂ ಪ್ರಭಾರ ಉಪಾಧೀಕ್ಷಕರು ಮಂಜುನಾಥ ಸ್ವಾಗತಿಸಿ ಪ್ರಾಸ್ತಾವಿಕ ಭಾಷಣ ಮಾತನಾಡಿ, ವಿದ್ಯಾರ್ಥಿಗಳಲ್ಲಿ ಕಾನೂನು ಸಂವೇದನೆ ಬೆಳೆಸುವ ಅಗತ್ಯತೆಯನ್ನು ಒತ್ತಿ ಹೇಳಿದರು. [444,964,558,1130]
bottom-columns [187,1250,937,1457]
article-subhead: ಅತಿ ಹೆಚ್ಚು ಸಿಎಗಳನ್ನು ನೀಡಿದ ಸಂಸ್ಥೆ [444,712,551,724]
separator: | [668,100,672,115]
quote-attribution: ● ಬಂಟಕಲ್ಲು ರಾಮಕೃಷ್ಣ ಶರ್ಮಾ- ಅಧ್ಯಕ್ಷ, ಉಡುಪಿ ಜಿಲ್ಲಾ ಕೃಷಿಕ ಸಂಘ [483,1326,629,1346]
article-body: ಇದಕ್ಕೆ ಶಾಸಕ ಯಶ್ ಪಾಲ್ ಪ್ರತಿಕ್ರಿಯಿಸಿ, ನಗರಸಭೆಯ 35 ವಾರ್ಡ್‌ಗಳಲ್ಲಿಯೂ ನೀರಿನ ಸಮಸ್ಯೆ ಉಂಟಾಗಿದೆ. ವಾರಾಹಿ ಕಾಮಗಾರಿ ಪೂರ್ಣಗೊಳ್ಳುವ ಮೊದಲೇ ಅವರಿಗೆ ಈ ಜವಾಬ್ದಾರಿ ನೀಡಿರುವುದು ಸರಿಯಲ್ಲ. ಈ ಸಂಸ್ಥೆಯವರು ಬಡಿಯ ನೀರು ನಿರ್ವಹಣೆ ಮಾಡುವಲ್ಲಿ ಸಂಪೂರ್ಣ ವಿಫಲರಾಗಿದ್ದಾರೆ. ಕಾಮಗಾರಿ ಪೂರ್ಣಗೊಳ್ಳುವವರೆಗೆ ಮತ್ತೆ ಹಿಂದಿನಂತೆ ನಗರಸಭೆಯೇ ಬಿಸಿ ನೀರು ಪೂರೈಕೆ ಜವಾಬ್ದಾರಿಯನ್ನು ವಹಿಸಿಕೊಳ್ಳಬೇಕು ಎಂದರು. [341,310,478,403]
article-headline: ಬಂಟಕಲ್ಲು: ಪಿಯು ಉಪನ್ಯಾಸಕರ ಅಭಿವೃದ್ಧಿ ಕಾರ್ಯಾಗಾರ ಉದ್ಘಾಟನೆ [207,447,416,490]
photo-college-event [444,495,679,591]
bottom-kicker: ಮಳೆ ನಿಲ್ಲುತ್ತಿಲ್ಲ ಕೊಯ್ಲಿಗೆ ಬಂದ ಫಸಲು ಕೈಗೆ ಬರಲಿಲ್ಲ ನಮ್ಮನ್ನು ಕೇಳುವವರೇ ಇಲ್ಲ ಎಂಬುದೇ ರೈತರ ಅಳಲು [245,1188,879,1210]
quote-divider [792,1357,937,1361]
deco-segment [390,1177,435,1185]
